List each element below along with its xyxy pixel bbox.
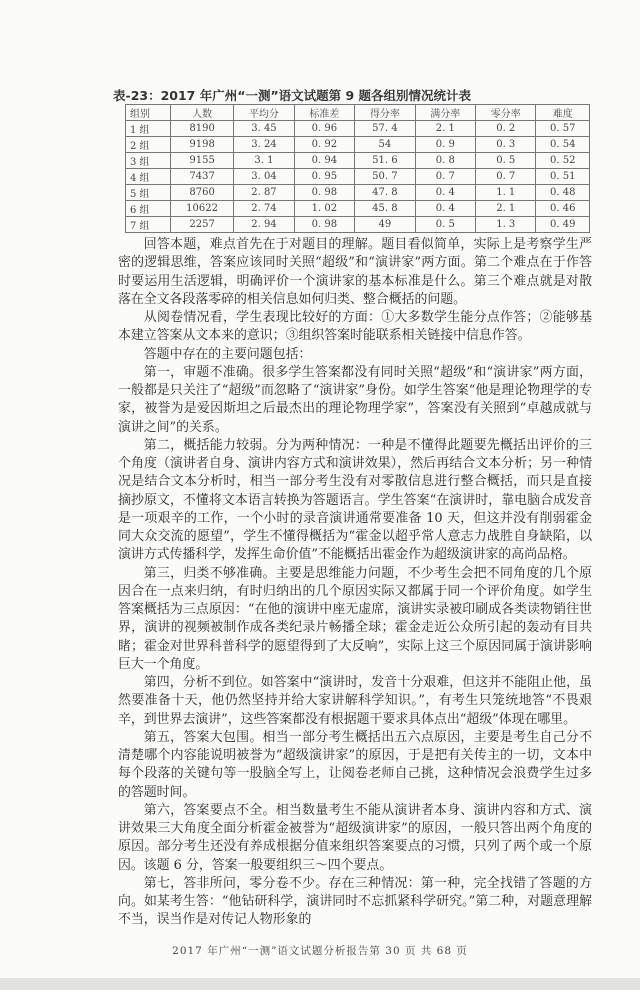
- table-cell: 0. 3: [476, 137, 536, 153]
- table-title: 表-23：2017 年广州“一测”语文试题第 9 题各组别情况统计表: [113, 88, 472, 103]
- table-cell: 57. 4: [355, 121, 415, 137]
- table-cell: 0. 92: [294, 137, 354, 153]
- table-cell: 9155: [170, 153, 233, 169]
- page-footer: 2017 年广州“一测”语文试题分析报告第 30 页 共 68 页: [172, 944, 468, 957]
- table-row: [126, 121, 590, 137]
- table-cell: 0. 95: [294, 169, 354, 185]
- table-cell: 2. 87: [234, 185, 294, 201]
- table-cell: 标准差: [294, 105, 354, 121]
- paragraph: 答题中存在的主要问题包括：: [143, 346, 312, 362]
- table-cell: 人数: [170, 105, 233, 121]
- table-cell: 3. 04: [234, 169, 294, 185]
- table-cell: 50. 7: [355, 169, 415, 185]
- table-cell: 平均分: [234, 105, 294, 121]
- table-cell: 1 组: [126, 121, 171, 137]
- table-cell: 54: [355, 137, 415, 153]
- paragraph: 回答本题，难点首先在于对题目的理解。题目看似简单，实际上是考察学生严密的逻辑思维，答案应该同时关照“超级”和“演讲家”两方面。第二个难点在于作答时要运用生活逻辑，明确评价一个演讲家的基本标准是什么。第三个难点就是对散落在全文各段落零碎的相关信息如何归类、整合概括的问题。: [118, 237, 592, 307]
- table-cell: 0. 7: [415, 169, 475, 185]
- table-cell: 3 组: [126, 153, 171, 169]
- table-cell: 0. 57: [536, 121, 590, 137]
- table-cell: 0. 2: [476, 121, 536, 137]
- table-row: [126, 169, 590, 185]
- table-cell: 0. 49: [536, 217, 590, 233]
- table-cell: 1. 3: [476, 217, 536, 233]
- paragraph: 第六，答案要点不全。相当数量考生不能从演讲者本身、演讲内容和方式、演讲效果三大角度全面分析霍金被誉为“超级演讲家”的原因，一般只答出两个角度的原因。部分考生还没有养成根据分值来组织答案要点的习惯，只列了两个或一个原因。该题 6 分，答案一般要组织三～四个要点。: [118, 802, 592, 873]
- page-bottom-margin: [0, 958, 640, 978]
- body-text: [118, 236, 592, 930]
- table-cell: 5 组: [126, 185, 171, 201]
- paragraph: 第四，分析不到位。如答案中“演讲时，发音十分艰难，但这并不能阻止他，虽然要准备十天，他仍然坚持并给大家讲解科学知识。”，有考生只笼统地答“不畏艰辛，到世界去演讲”，这些答案都没有根据题干要求具体点出“超级”体现在哪里。: [118, 675, 592, 727]
- paragraph: 第七，答非所问，零分卷不少。存在三种情况：第一种，完全找错了答题的方向。如某考生答：“他钻研科学，演讲同时不忘抓紧科学研究。”第二种，对题意理解不当，误当作是对传记人物形象的: [118, 875, 592, 928]
- table-row: [126, 201, 590, 217]
- table-cell: 4 组: [126, 169, 171, 185]
- table-cell: 51. 6: [355, 153, 415, 169]
- table-cell: 49: [355, 217, 415, 233]
- table-row: [126, 137, 590, 153]
- table-cell: 0. 48: [536, 185, 590, 201]
- table-row: [126, 153, 590, 169]
- table-cell: 7 组: [126, 217, 171, 233]
- table-cell: 0. 7: [476, 169, 536, 185]
- table-cell: 2257: [170, 217, 233, 233]
- table-cell: 3. 24: [234, 137, 294, 153]
- paragraph: 从阅卷情况看，学生表现比较好的方面：①大多数学生能分点作答；②能够基本建立答案从文本来的意识；③组织答案时能联系相关链接中信息作答。: [118, 310, 592, 344]
- table-cell: 0. 98: [294, 185, 354, 201]
- table-cell: 0. 5: [415, 217, 475, 233]
- table-cell: 7437: [170, 169, 233, 185]
- table-cell: 难度: [536, 105, 590, 121]
- table-cell: 2 组: [126, 137, 171, 153]
- table-cell: 0. 4: [415, 201, 475, 217]
- table-cell: 2. 1: [415, 121, 475, 137]
- scan-edge: [0, 978, 640, 990]
- paragraph: 第一，审题不准确。很多学生答案都没有同时关照“超级”和“演讲家”两方面，一般都是只关注了“超级”而忽略了“演讲家”身份。如学生答案“他是理论物理学的专家，被誉为是爱因斯坦之后最杰出的理论物理学家”，答案没有关照到“卓越成就与演讲之间”的关系。: [118, 364, 592, 435]
- table-cell: 3. 1: [234, 153, 294, 169]
- table-cell: 2. 1: [476, 201, 536, 217]
- table-cell: 3. 45: [234, 121, 294, 137]
- table-cell: 8760: [170, 185, 233, 201]
- table-cell: 0. 46: [536, 201, 590, 217]
- table-cell: 47. 8: [355, 185, 415, 201]
- table-cell: 2. 74: [234, 201, 294, 217]
- table-row: [126, 185, 590, 201]
- table-cell: 45. 8: [355, 201, 415, 217]
- table-cell: 0. 8: [415, 153, 475, 169]
- table-cell: 0. 5: [476, 153, 536, 169]
- stats-table: [125, 104, 590, 233]
- table-cell: 满分率: [415, 105, 475, 121]
- paragraph: 第二，概括能力较弱。分为两种情况：一种是不懂得此题要先概括出评价的三个角度（演讲者自身、演讲内容方式和演讲效果），然后再结合文本分析；另一种情况是结合文本分析时，相当一部分考生没有对零散信息进行整合概括，而只是直接摘抄原文，不懂将文本语言转换为答题语言。学生答案“在演讲时，靠电脑合成发音是一项艰辛的工作，一个小时的录音演讲通常要准备 10 天，但这并没有削弱霍金同大众交流的愿望”，学生不懂得概括为“霍金以超乎常人意志力战胜自身缺陷，以演讲方式传播科学，发挥生命价值”不能概括出霍金作为超级演讲家的高尚品格。: [118, 437, 592, 563]
- table-row: [126, 217, 590, 233]
- table-cell: 0. 51: [536, 169, 590, 185]
- table-cell: 0. 9: [415, 137, 475, 153]
- table-cell: 组别: [126, 105, 171, 121]
- table-cell: 8190: [170, 121, 233, 137]
- table-cell: 6 组: [126, 201, 171, 217]
- table-cell: 0. 4: [415, 185, 475, 201]
- table-cell: 0. 54: [536, 137, 590, 153]
- table-cell: 零分率: [476, 105, 536, 121]
- table-cell: 1. 02: [294, 201, 354, 217]
- table-cell: 9198: [170, 137, 233, 153]
- table-cell: 1. 1: [476, 185, 536, 201]
- table-cell: 0. 96: [294, 121, 354, 137]
- paragraph: 第三，归类不够准确。主要是思维能力问题，不少考生会把不同角度的几个原因合在一点来归纳，有时归纳出的几个原因实际又都属于同一个评价角度。如学生答案概括为三点原因：“在他的演讲中座无虚席，演讲实录被印刷成各类读物销往世界，演讲的视频被制作成各类纪录片畅播全球；霍金走近公众所引起的轰动有目共睹；霍金对世界科普科学的愿望得到了大反响”，实际上这三个原因同属于演讲影响巨大一个角度。: [118, 565, 592, 672]
- table-cell: 0. 52: [536, 153, 590, 169]
- table-cell: 0. 94: [294, 153, 354, 169]
- table-cell: 2. 94: [234, 217, 294, 233]
- table-cell: 得分率: [355, 105, 415, 121]
- table-cell: 10622: [170, 201, 233, 217]
- table-cell: 0. 98: [294, 217, 354, 233]
- paragraph: 第五，答案大包围。相当一部分考生概括出五六点原因，主要是考生自己分不清楚哪个内容能说明被誉为“超级演讲家”的原因，于是把有关传主的一切，文本中每个段落的关键句等一股脑全写上，让阅卷老师自己挑，这种情况会浪费学生过多的答题时间。: [118, 729, 592, 800]
- table-header-row: [126, 105, 590, 121]
